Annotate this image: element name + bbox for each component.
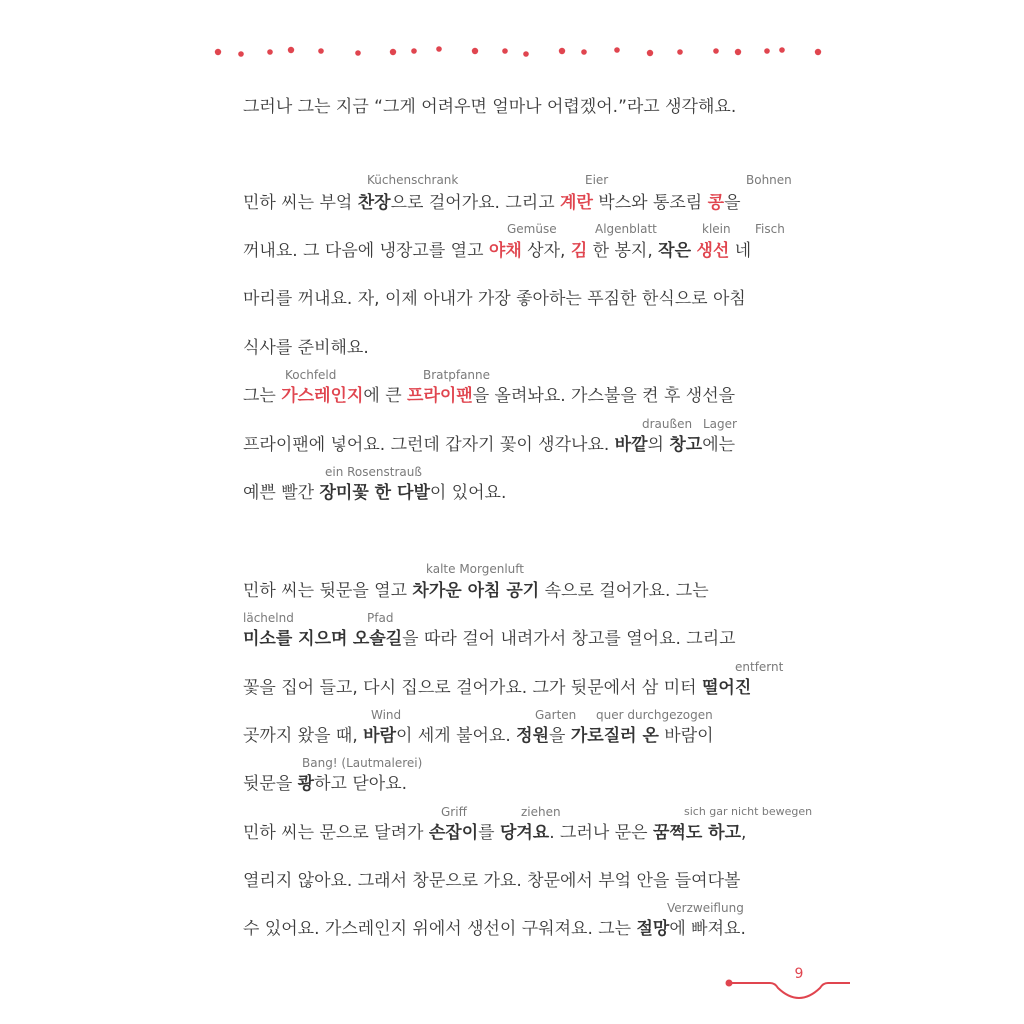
vocab-word: 창고: [669, 435, 703, 455]
sentence-line-14: [243, 822, 746, 844]
gloss-eier: Eier: [585, 173, 609, 187]
vocab-word: 차가운 아침 공기: [412, 581, 540, 601]
line-text: 예쁜 빨간: [243, 483, 320, 503]
gloss-kuechenschrank: Küchenschrank: [367, 173, 459, 187]
line-text: 박스와 통조림: [592, 193, 708, 213]
decorative-dot: [436, 46, 442, 52]
gloss-entfernt: entfernt: [735, 660, 784, 674]
gloss-morgenluft: kalte Morgenluft: [426, 562, 525, 576]
line-text: 에 빠져요.: [669, 919, 746, 939]
vocab-word: 장미꽃 한 다발: [319, 483, 430, 503]
vocab-word: 작은: [658, 241, 692, 261]
gloss-verzweiflung: Verzweiflung: [667, 901, 744, 915]
gloss-bohnen: Bohnen: [746, 173, 792, 187]
vocab-word-highlighted: 김: [570, 241, 588, 261]
gloss-pfad: Pfad: [367, 611, 394, 625]
decorative-dot: [390, 49, 396, 55]
line-text: 수 있어요. 가스레인지 위에서 생선이 구워져요. 그는: [243, 919, 637, 939]
decorative-dot: [779, 47, 785, 53]
line-text: 민하 씨는 문으로 달려가: [243, 823, 429, 843]
sentence-line-9: [243, 580, 709, 602]
page-number-ornament: [0, 950, 1024, 1010]
vocab-word: 절망: [636, 919, 670, 939]
line-text: 이 있어요.: [429, 483, 507, 503]
vocab-word-highlighted: 가스레인지: [281, 386, 364, 406]
decorative-dot: [411, 48, 417, 54]
sentence-line-6: [243, 385, 735, 407]
line-text: 곳까지 왔을 때,: [243, 726, 364, 746]
gloss-draussen: draußen: [642, 417, 693, 431]
gloss-bang: Bang! (Lautmalerei): [302, 756, 423, 770]
line-text: 민하 씨는 부엌: [243, 193, 358, 213]
line-text: 그러나 그는 지금 “그게 어려우면 얼마나 어렵겠어.”라고 생각해요.: [243, 97, 737, 117]
line-text: 속으로 걸어가요. 그는: [539, 581, 709, 601]
sentence-line-16: [243, 918, 746, 940]
decorative-dot: [267, 49, 273, 55]
line-text: 를: [478, 823, 500, 843]
sentence-line-11: [243, 677, 751, 699]
gloss-garten: Garten: [535, 708, 577, 722]
line-text: 을 따라 걸어 내려가서 창고를 열어요. 그리고: [402, 629, 736, 649]
vocab-word: 정원: [516, 726, 550, 746]
line-text: 그는: [243, 386, 282, 406]
line-text: 꽃을 집어 들고, 다시 집으로 걸어가요. 그가 뒷문에서 삼 미터: [243, 678, 702, 698]
line-text: 에 큰: [363, 386, 408, 406]
vocab-word: 오솔길: [352, 629, 403, 649]
line-text: 의: [647, 435, 670, 455]
vocab-word-highlighted: 콩: [707, 193, 725, 213]
decorative-dot: [735, 49, 741, 55]
vocab-word: 떨어진: [701, 678, 752, 698]
gloss-gemuese: Gemüse: [507, 222, 557, 236]
sentence-line-13: [243, 773, 407, 795]
gloss-nicht-bewegen: sich gar nicht bewegen: [684, 805, 813, 818]
vocab-word: 바깥: [614, 435, 648, 455]
decorative-dot: [677, 49, 683, 55]
sentence-line-15: [243, 870, 740, 892]
decorative-dot: [647, 50, 653, 56]
sentence-line-5: [243, 337, 369, 359]
line-text: 프라이팬에 넣어요. 그런데 갑자기 꽃이 생각나요.: [243, 435, 615, 455]
gloss-fisch: Fisch: [755, 222, 785, 236]
gloss-ziehen: ziehen: [521, 805, 561, 819]
sentence-line-3: [243, 240, 751, 262]
line-text: 에는: [702, 435, 736, 455]
vocab-word: 당겨요: [499, 823, 550, 843]
vocab-word-highlighted: 계란: [560, 193, 593, 213]
line-text: 꺼내요. 그 다음에 냉장고를 열고: [243, 241, 489, 261]
gloss-wind: Wind: [371, 708, 402, 722]
gloss-rosenstrauss: ein Rosenstrauß: [325, 465, 422, 479]
gloss-laechelnd: lächelnd: [243, 611, 294, 625]
gloss-lager: Lager: [703, 417, 737, 431]
vocab-word: 가로질러 온: [570, 726, 659, 746]
gloss-bratpfanne: Bratpfanne: [423, 368, 491, 382]
line-text: 식사를 준비해요.: [243, 338, 369, 358]
decorative-dot: [815, 49, 821, 55]
page-number: 9: [794, 966, 804, 982]
vocab-word-highlighted: 생선: [696, 241, 730, 261]
decorative-dot: [318, 48, 324, 54]
decorative-dot: [215, 49, 221, 55]
vocab-word-highlighted: 야채: [488, 241, 522, 261]
line-text: 뒷문을: [243, 774, 298, 794]
line-text: ,: [741, 823, 747, 843]
line-text: 네: [729, 241, 752, 261]
decorative-dot: [502, 48, 508, 54]
decorative-dot: [523, 51, 529, 57]
line-text: 으로 걸어가요. 그리고: [390, 193, 561, 213]
line-text: 을: [724, 193, 741, 213]
decorative-dot: [472, 48, 478, 54]
vocab-word: 미소를 지으며: [243, 629, 348, 649]
vocab-word: 바람: [363, 726, 397, 746]
line-text: 이 세게 불어요.: [396, 726, 517, 746]
sentence-line-12: [243, 725, 714, 747]
gloss-griff: Griff: [441, 805, 467, 819]
line-text: 을 올려놔요. 가스불을 켠 후 생선을: [472, 386, 736, 406]
vocab-word: 꿈쩍도 하고: [652, 823, 741, 843]
line-text: 민하 씨는 뒷문을 열고: [243, 581, 413, 601]
line-text: 마리를 꺼내요. 자, 이제 아내가 가장 좋아하는 푸짐한 한식으로 아침: [243, 289, 746, 309]
decorative-dot: [614, 47, 620, 53]
decorative-dot: [559, 48, 565, 54]
vocab-word: 손잡이: [428, 823, 479, 843]
line-text: 한 봉지,: [587, 241, 659, 261]
decorative-dot: [288, 47, 294, 53]
sentence-line-2: [243, 192, 741, 214]
sentence-line-8: [243, 482, 506, 504]
vocab-word: 쾅: [297, 774, 315, 794]
decorative-dot: [355, 50, 361, 56]
decorative-dot: [238, 51, 244, 57]
decorative-dot: [581, 49, 587, 55]
line-text: 바람이: [658, 726, 714, 746]
sentence-line-1: [243, 96, 736, 118]
vocab-word: 찬장: [357, 193, 391, 213]
line-text: 을: [549, 726, 571, 746]
sentence-line-10: [243, 628, 736, 650]
dotted-border: [0, 0, 1024, 80]
line-text: 상자,: [521, 241, 571, 261]
sentence-line-4: [243, 288, 746, 310]
line-text: 열리지 않아요. 그래서 창문으로 가요. 창문에서 부엌 안을 들여다볼: [243, 871, 741, 891]
sentence-line-7: [243, 434, 735, 456]
decorative-dot: [764, 48, 770, 54]
gloss-klein: klein: [702, 222, 731, 236]
vocab-word-highlighted: 프라이팬: [407, 386, 473, 406]
gloss-kochfeld: Kochfeld: [285, 368, 337, 382]
gloss-quer: quer durchgezogen: [596, 708, 713, 722]
line-text: 하고 닫아요.: [314, 774, 408, 794]
decorative-dot: [713, 48, 719, 54]
gloss-algenblatt: Algenblatt: [595, 222, 657, 236]
line-text: . 그러나 문은: [549, 823, 653, 843]
